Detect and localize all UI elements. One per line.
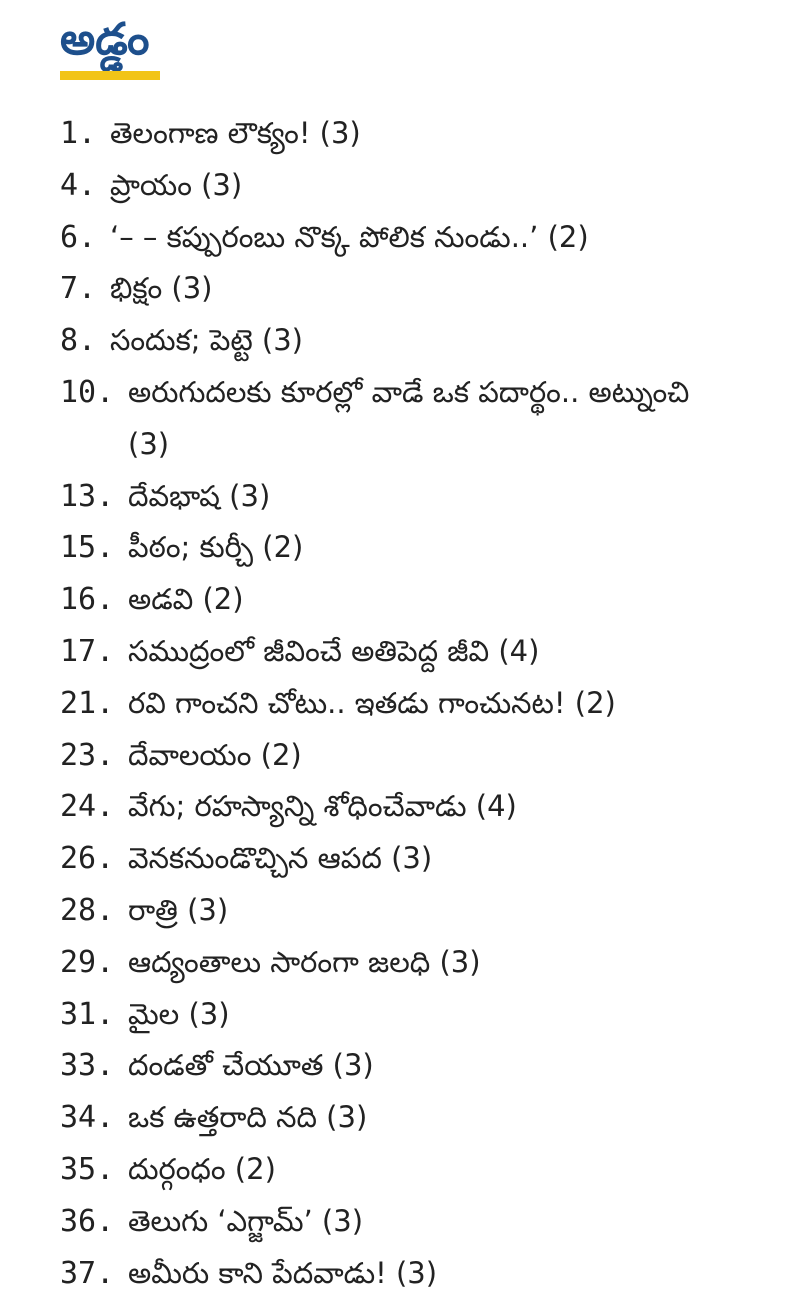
clue-text: దేవాలయం (2) bbox=[128, 737, 302, 772]
clue-text: ఆద్యంతాలు సారంగా జలధి (3) bbox=[128, 944, 481, 979]
clue-item bbox=[60, 522, 780, 574]
clue-text: ప్రాయం (3) bbox=[110, 167, 243, 202]
clue-text: అడవి (2) bbox=[128, 582, 244, 617]
clue-item bbox=[60, 315, 780, 367]
clue-text: మైల (3) bbox=[128, 996, 230, 1031]
clue-item bbox=[60, 626, 780, 678]
clue-item bbox=[60, 833, 780, 885]
clue-number: 34. bbox=[60, 1100, 115, 1136]
clue-number: 33. bbox=[60, 1048, 115, 1084]
clue-text: ‘– – కప్పురంబు నొక్క పోలిక నుండు..’ (2) bbox=[110, 219, 589, 254]
clue-text: రవి గాంచని చోటు.. ఇతడు గాంచునట! (2) bbox=[128, 685, 616, 720]
clue-number: 35. bbox=[60, 1151, 115, 1187]
clue-item bbox=[60, 1144, 780, 1196]
clue-number: 23. bbox=[60, 737, 115, 773]
clue-text: అమీరు కాని పేదవాడు! (3) bbox=[128, 1255, 438, 1290]
clue-text: పీఠం; కుర్చీ (2) bbox=[128, 530, 304, 565]
clue-text: దండతో చేయూత (3) bbox=[128, 1048, 374, 1083]
clue-number: 17. bbox=[60, 633, 115, 669]
clue-item bbox=[60, 108, 780, 160]
clue-number: 15. bbox=[60, 530, 115, 566]
clue-number: 21. bbox=[60, 685, 115, 721]
clue-item bbox=[60, 471, 780, 523]
clue-text: ఒక ఉత్తరాది నది (3) bbox=[128, 1100, 368, 1135]
clue-item bbox=[60, 885, 780, 937]
clue-text: అరుగుదలకు కూరల్లో వాడే ఒక పదార్థం.. అట్నుంచి (3) bbox=[128, 374, 690, 461]
clue-number: 4. bbox=[60, 167, 97, 203]
clue-text: తెలుగు ‘ఎగ్జామ్’ (3) bbox=[128, 1203, 364, 1238]
clue-number: 24. bbox=[60, 789, 115, 825]
clue-text: సముద్రంలో జీవించే అతిపెద్ద జీవి (4) bbox=[128, 633, 540, 668]
clue-text: సందుక; పెట్టె (3) bbox=[110, 323, 303, 358]
clue-item bbox=[60, 730, 780, 782]
clue-number: 36. bbox=[60, 1203, 115, 1239]
clue-item bbox=[60, 678, 780, 730]
clue-item bbox=[60, 367, 780, 471]
clue-text: వేగు; రహస్యాన్ని శోధించేవాడు (4) bbox=[128, 789, 517, 824]
across-clue-list bbox=[60, 108, 780, 1299]
clue-item bbox=[60, 1092, 780, 1144]
clue-number: 10. bbox=[60, 374, 115, 410]
clue-number: 29. bbox=[60, 944, 115, 980]
clue-text: రాత్రి (3) bbox=[128, 892, 229, 927]
clue-item bbox=[60, 989, 780, 1041]
clue-item bbox=[60, 937, 780, 989]
clue-item bbox=[60, 263, 780, 315]
clue-item bbox=[60, 574, 780, 626]
clue-item bbox=[60, 781, 780, 833]
clue-item bbox=[60, 1196, 780, 1248]
clue-number: 28. bbox=[60, 892, 115, 928]
section-heading-across: అడ్డం bbox=[60, 14, 150, 65]
clue-item bbox=[60, 212, 780, 264]
clue-text: వెనకనుండొచ్చిన ఆపద (3) bbox=[128, 841, 433, 876]
clue-number: 6. bbox=[60, 219, 97, 255]
clue-text: దేవభాష (3) bbox=[128, 478, 271, 513]
clue-number: 13. bbox=[60, 478, 115, 514]
clue-text: భిక్షం (3) bbox=[110, 271, 213, 306]
clue-item bbox=[60, 160, 780, 212]
clue-number: 16. bbox=[60, 582, 115, 618]
clue-text: దుర్గంధం (2) bbox=[128, 1151, 276, 1186]
clue-number: 8. bbox=[60, 323, 97, 359]
clue-text: తెలంగాణ లౌక్యం! (3) bbox=[110, 116, 361, 150]
clue-number: 26. bbox=[60, 841, 115, 877]
clue-number: 1. bbox=[60, 116, 97, 151]
heading-underline bbox=[60, 71, 160, 80]
clue-number: 31. bbox=[60, 996, 115, 1032]
clue-number: 37. bbox=[60, 1255, 115, 1291]
clue-item bbox=[60, 1248, 780, 1300]
clue-number: 7. bbox=[60, 271, 97, 307]
clue-item bbox=[60, 1040, 780, 1092]
